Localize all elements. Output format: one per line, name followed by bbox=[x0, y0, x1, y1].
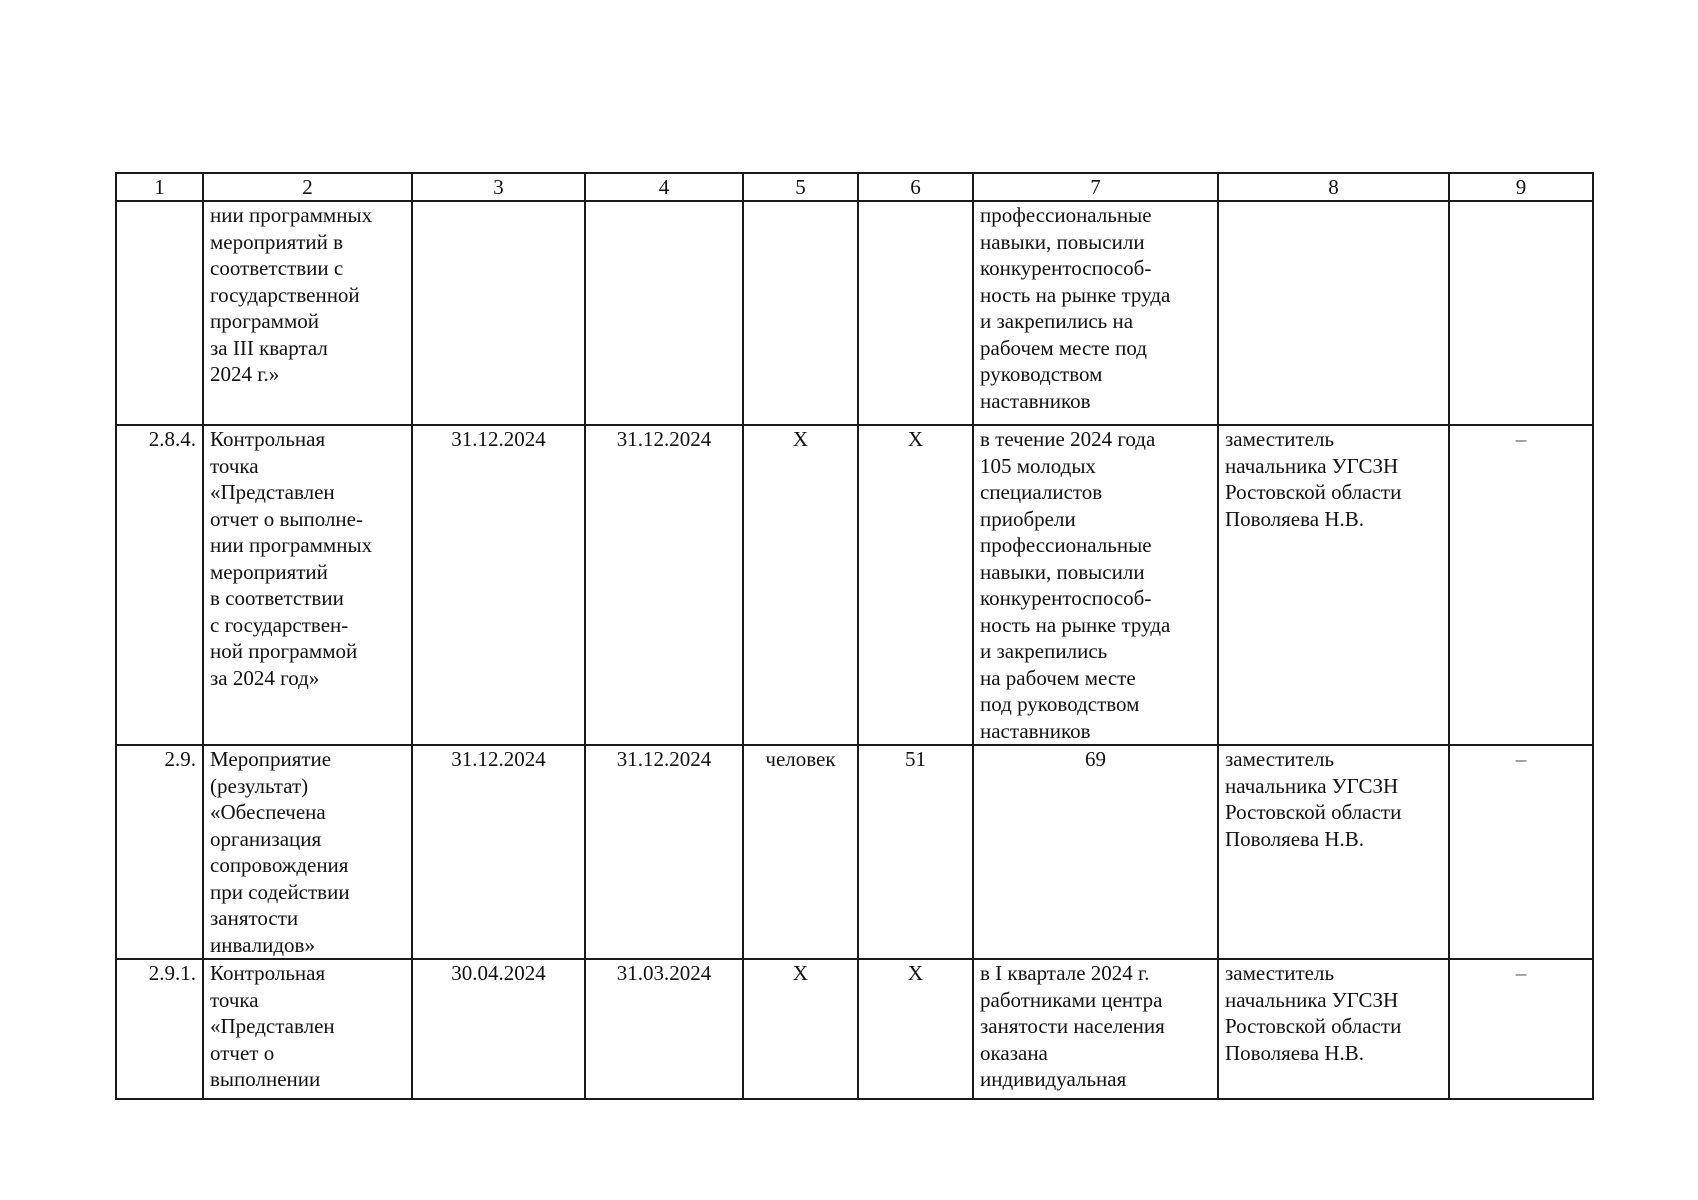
fact-date: 31.12.2024 bbox=[585, 745, 743, 959]
result-text: в I квартале 2024 г. работниками центра занятости населения оказана индивидуальная bbox=[973, 959, 1218, 1099]
result-value: 69 bbox=[973, 745, 1218, 959]
fact-date: 31.12.2024 bbox=[585, 425, 743, 745]
row-number: 2.9.1. bbox=[116, 959, 203, 1099]
note: – bbox=[1449, 959, 1593, 1099]
column-number: 6 bbox=[858, 173, 973, 201]
report-table bbox=[115, 172, 1594, 1100]
activity-name: Мероприятие (результат) «Обеспечена организация сопровождения при содействии занятости инвалидов» bbox=[203, 745, 412, 959]
fact-date: 31.03.2024 bbox=[585, 959, 743, 1099]
plan-value: X bbox=[858, 959, 973, 1099]
column-number: 3 bbox=[412, 173, 585, 201]
row-number bbox=[116, 201, 203, 425]
plan-date bbox=[412, 201, 585, 425]
activity-name: Контрольная точка «Представлен отчет о выполнении bbox=[203, 959, 412, 1099]
table-row bbox=[116, 425, 1593, 745]
column-number: 9 bbox=[1449, 173, 1593, 201]
note: – bbox=[1449, 745, 1593, 959]
column-number: 8 bbox=[1218, 173, 1449, 201]
column-number: 5 bbox=[743, 173, 858, 201]
table-row bbox=[116, 745, 1593, 959]
result-text: в течение 2024 года 105 молодых специалистов приобрели профессиональные навыки, повысили конкурентоспособ- ность на рынке труда и закрепились на рабочем месте под руководством наставников bbox=[973, 425, 1218, 745]
plan-date: 31.12.2024 bbox=[412, 425, 585, 745]
column-number: 4 bbox=[585, 173, 743, 201]
note: – bbox=[1449, 425, 1593, 745]
activity-name: нии программных мероприятий в соответствии с государственной программой за III квартал 2024 г.» bbox=[203, 201, 412, 425]
column-number: 1 bbox=[116, 173, 203, 201]
responsible-person: заместитель начальника УГСЗН Ростовской области Поволяева Н.В. bbox=[1218, 745, 1449, 959]
table-row bbox=[116, 201, 1593, 425]
plan-date: 30.04.2024 bbox=[412, 959, 585, 1099]
row-number: 2.9. bbox=[116, 745, 203, 959]
column-number: 7 bbox=[973, 173, 1218, 201]
unit: X bbox=[743, 425, 858, 745]
responsible-person: заместитель начальника УГСЗН Ростовской области Поволяева Н.В. bbox=[1218, 425, 1449, 745]
unit: человек bbox=[743, 745, 858, 959]
column-number-row bbox=[116, 173, 1593, 201]
plan-value bbox=[858, 201, 973, 425]
fact-date bbox=[585, 201, 743, 425]
unit bbox=[743, 201, 858, 425]
unit: X bbox=[743, 959, 858, 1099]
row-number: 2.8.4. bbox=[116, 425, 203, 745]
responsible-person: заместитель начальника УГСЗН Ростовской области Поволяева Н.В. bbox=[1218, 959, 1449, 1099]
plan-date: 31.12.2024 bbox=[412, 745, 585, 959]
plan-value: 51 bbox=[858, 745, 973, 959]
column-number: 2 bbox=[203, 173, 412, 201]
activity-name: Контрольная точка «Представлен отчет о выполне- нии программных мероприятий в соответствии с государствен- ной программой за 2024 год» bbox=[203, 425, 412, 745]
responsible-person bbox=[1218, 201, 1449, 425]
note bbox=[1449, 201, 1593, 425]
table-row bbox=[116, 959, 1593, 1099]
plan-value: X bbox=[858, 425, 973, 745]
result-text: профессиональные навыки, повысили конкурентоспособ- ность на рынке труда и закрепились на рабочем месте под руководством наставников bbox=[973, 201, 1218, 425]
